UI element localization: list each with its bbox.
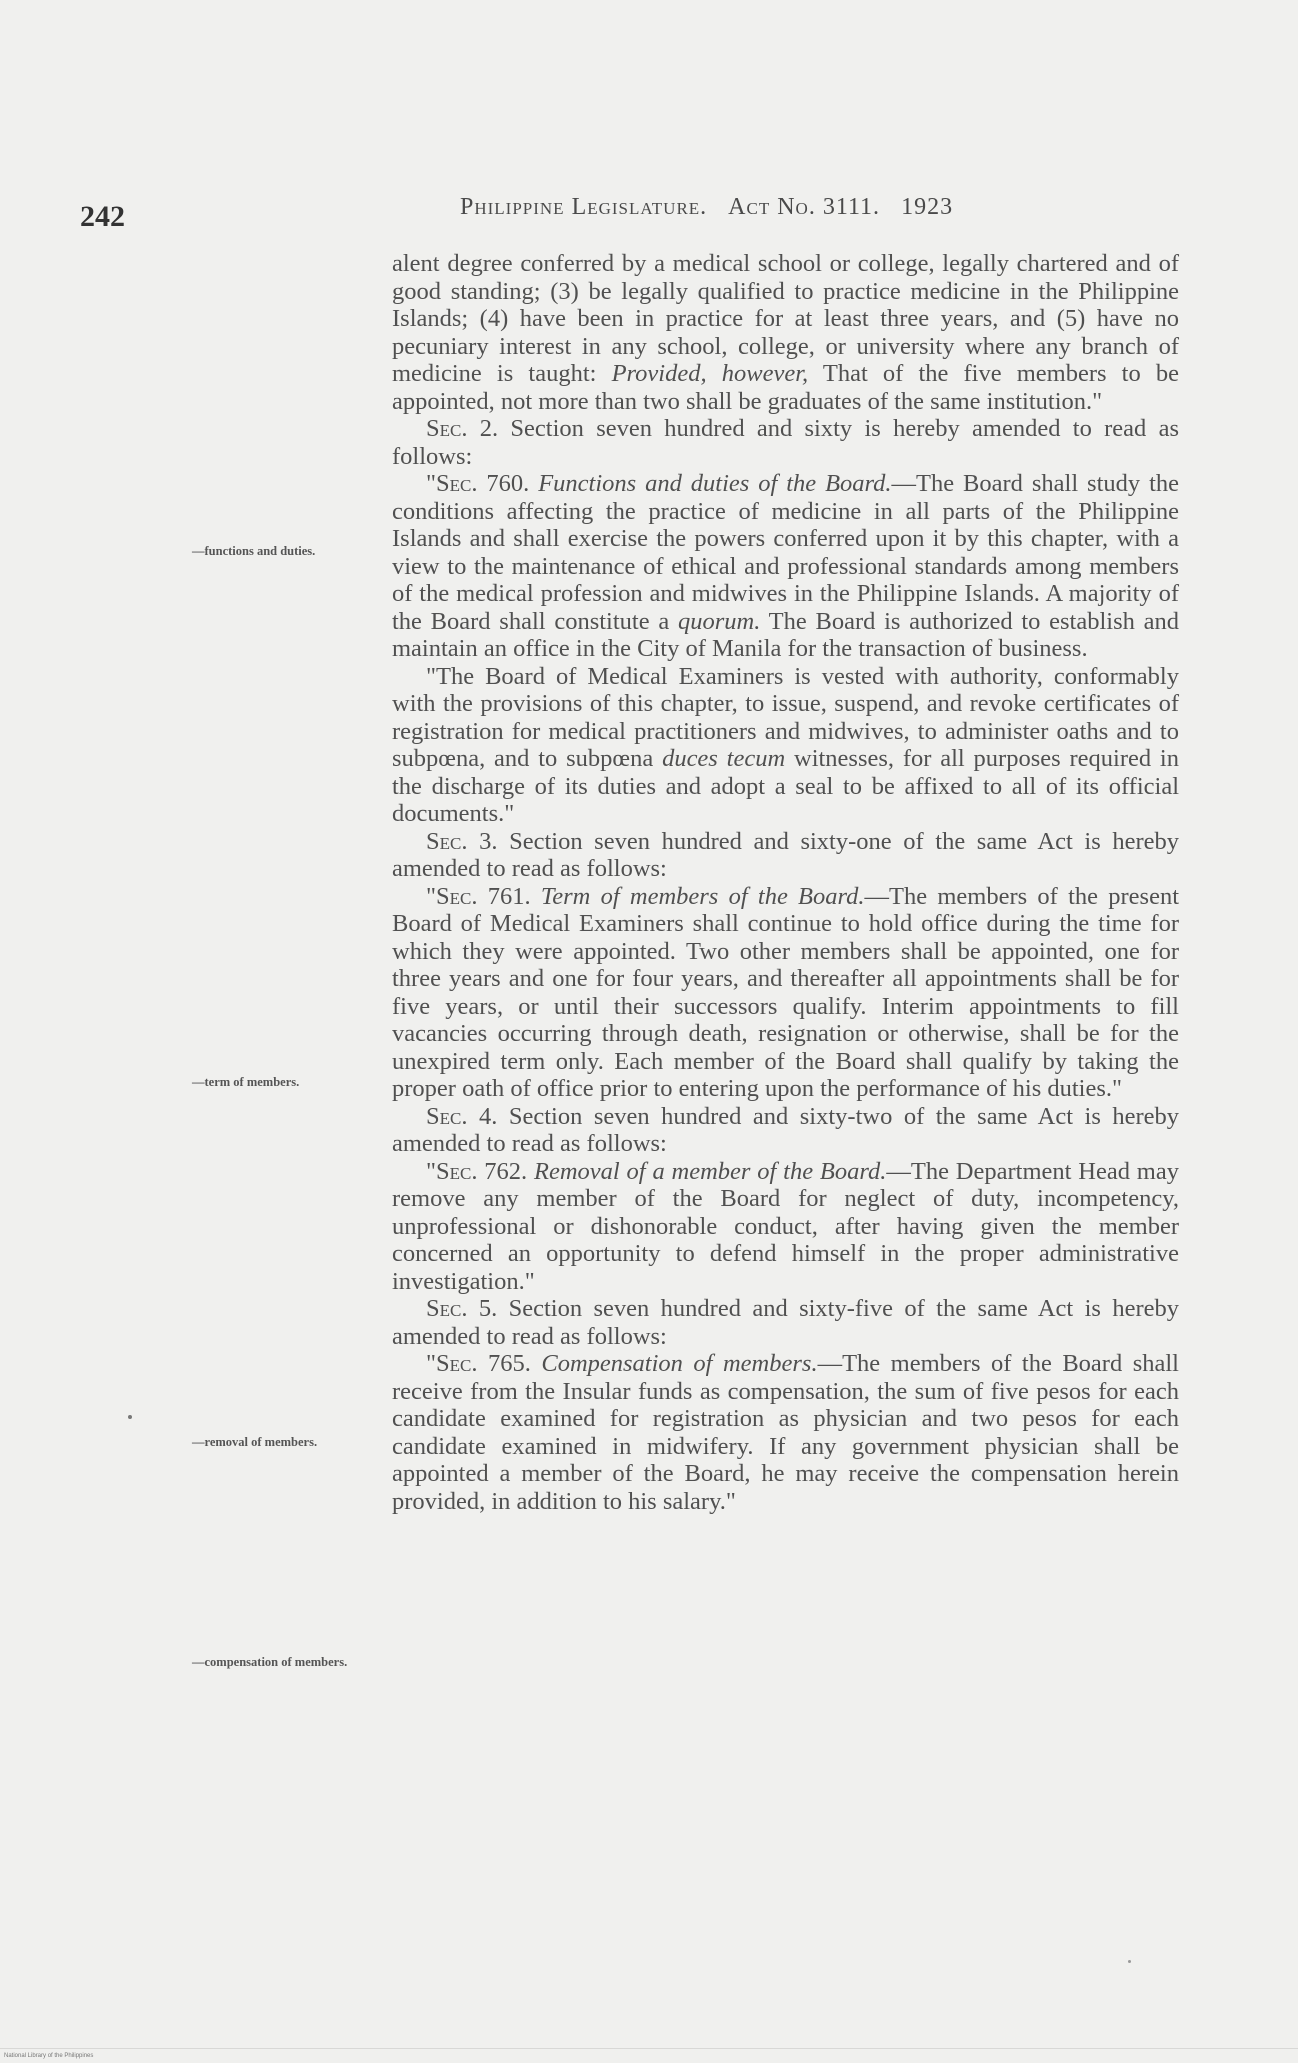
italic-run: Provided, however, xyxy=(611,360,809,387)
running-head-title: Philippine Legislature. xyxy=(460,194,708,220)
section-title: Removal of a member of the Board. xyxy=(527,1157,887,1185)
text-run: "The Board of Medical Examiners is vested with authority, conformably with the provisions of this chapter, to issue, suspend, and revoke certificates of registration for medical practitioners and midwives, to administer oaths and to subpœna, and to subpœna xyxy=(392,662,1179,772)
section-label: Sec. 5. xyxy=(426,1295,498,1322)
section-label: "Sec. 761. xyxy=(426,882,531,910)
running-head-act: Act No. 3111. xyxy=(728,194,881,220)
section-4 xyxy=(392,1103,1179,1158)
section-label: "Sec. 765. xyxy=(426,1350,531,1377)
text-run: Section seven hundred and sixty-two of the same Act is hereby amended to read as follows: xyxy=(392,1102,1180,1157)
section-5 xyxy=(392,1295,1179,1350)
margin-note-functions: —functions and duties. xyxy=(192,544,316,558)
paragraph-continuation xyxy=(392,250,1179,415)
text-run: —The Department Head may remove any member of the Board for neglect of duty, incompetency, unprofessional or dishonorable conduct, after having given the member concerned an opportunity to defend himself in the proper administrative investigation." xyxy=(392,1157,1179,1295)
paragraph-board-authority xyxy=(392,663,1179,828)
section-title: Compensation of members. xyxy=(530,1350,818,1377)
body-text xyxy=(392,250,1179,1515)
text-run: witnesses, for all purposes required in the discharge of its duties and adopt a seal to be affixed to all of its official documents." xyxy=(392,745,1179,827)
section-3 xyxy=(392,828,1179,883)
section-title: Functions and duties of the Board. xyxy=(529,470,892,497)
section-label: Sec. 2. xyxy=(426,415,499,442)
section-label: "Sec. 762. xyxy=(426,1157,528,1185)
section-765 xyxy=(392,1350,1179,1515)
text-run: The Board is authorized to establish and maintain an office in the City of Manila for the transaction of business. xyxy=(392,607,1179,662)
section-title: Term of members of the Board. xyxy=(530,882,865,910)
margin-note-compensation: —compensation of members. xyxy=(192,1655,348,1669)
section-762 xyxy=(392,1158,1179,1296)
text-run: Section seven hundred and sixty is hereby amended to read as follows: xyxy=(392,415,1179,470)
section-label: Sec. 3. xyxy=(426,827,498,855)
footer-rule xyxy=(0,2048,1298,2049)
italic-run: quorum. xyxy=(677,607,761,635)
text-run: —The members of the Board shall receive from the Insular funds as compensation, the sum of five pesos for each candidate examined for registration as physician and two pesos for each candidate examined in midwifery. If any government physician shall be appointed a member of the Board, he may receive the compensation herein provided, in addition to his salary." xyxy=(392,1350,1179,1515)
text-run: —The members of the present Board of Medical Examiners shall continue to hold office during the time for which they were appointed. Two other members shall be appointed, one for three years and one for four years, and thereafter all appointments shall be for five years, or until their successors qualify. Interim appointments to fill vacancies occurring through death, resignation or otherwise, shall be for the unexpired term only. Each member of the Board shall qualify by taking the proper oath of office prior to entering upon the performance of his duties." xyxy=(392,882,1179,1102)
section-label: "Sec. 760. xyxy=(426,470,530,497)
margin-note-removal: —removal of members. xyxy=(192,1435,318,1449)
page-number: 242 xyxy=(80,200,125,233)
section-2 xyxy=(392,415,1179,470)
text-run: —The Board shall study the conditions affecting the practice of medicine in all parts of the Philippine Islands and shall exercise the powers conferred upon it by this chapter, with a view to the maintenance of ethical and professional standards among members of the medical profession and midwives in the Philippine Islands. A majority of the Board shall constitute a xyxy=(392,470,1179,635)
scan-speck xyxy=(1128,1960,1131,1963)
margin-note-term: —term of members. xyxy=(192,1075,300,1089)
scan-speck xyxy=(128,1415,132,1419)
text-run: Section seven hundred and sixty-five of the same Act is hereby amended to read as follows: xyxy=(392,1295,1179,1350)
section-label: Sec. 4. xyxy=(426,1102,498,1130)
text-run: alent degree conferred by a medical school or college, legally chartered and of good standing; (3) be legally qualified to practice medicine in the Philippine Islands; (4) have been in practice for at least three years, and (5) have no pecuniary interest in any school, college, or university where any branch of medicine is taught: xyxy=(392,250,1179,387)
italic-run: duces tecum xyxy=(662,745,786,772)
section-761 xyxy=(392,883,1179,1103)
running-head xyxy=(460,194,953,221)
section-760 xyxy=(392,470,1179,663)
text-run: Section seven hundred and sixty-one of the same Act is hereby amended to read as follows: xyxy=(392,827,1179,882)
running-head-year: 1923 xyxy=(901,194,954,220)
footer-credit: National Library of the Philippines xyxy=(4,2053,94,2059)
text-run: That of the five members to be appointed, not more than two shall be graduates of the same institution." xyxy=(392,360,1179,415)
